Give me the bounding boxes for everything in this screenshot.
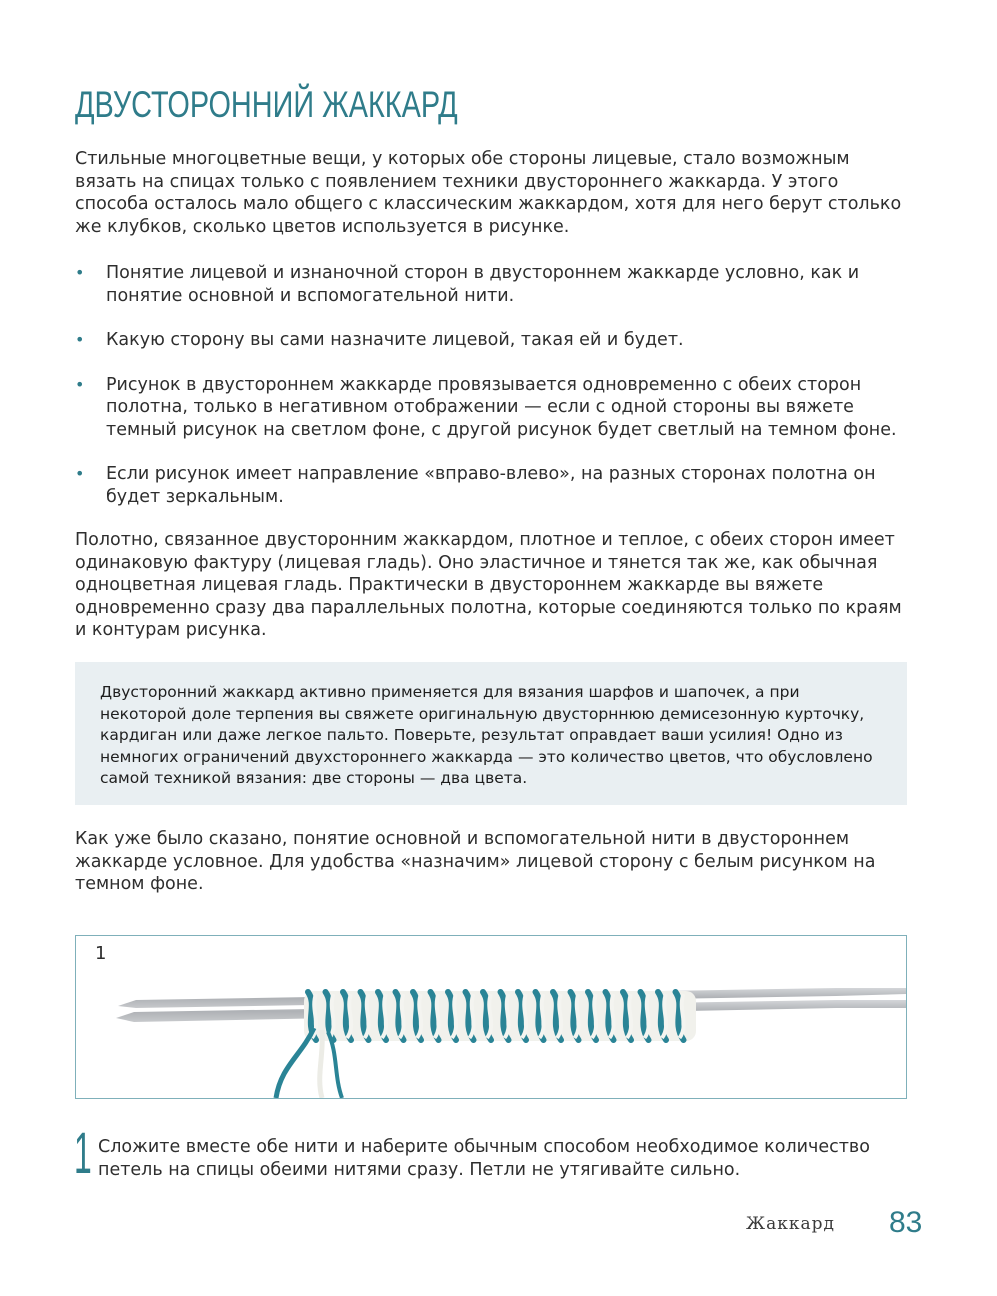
white-yarn-end xyxy=(320,1030,323,1098)
body-paragraph-2: Как уже было сказано, понятие основной и вспомогательной нити в двустороннем жаккарде условное. Для удобства «назначим» лицевой сторону с белым рисунком на темном фоне. xyxy=(75,829,876,894)
list-item xyxy=(75,374,910,442)
bullet-icon: • xyxy=(75,464,85,483)
list-item-text: Если рисунок имеет направление «вправо-влево», на разных сторонах полотна он будет зеркальным. xyxy=(106,464,876,507)
list-item xyxy=(75,329,910,352)
page-number: 83 xyxy=(889,1206,923,1239)
callout-text: Двусторонний жаккард активно применяется для вязания шарфов и шапочек, а при некоторой доле терпения вы свяжете оригинальную двусторннюю демисезонную курточку, кардиган или даже легкое пальто. Поверьте, результат оправдает ваши усилия! Одно из немногих ограничений двухстороннего жаккарда — это количество цветов, что обусловлено самой техникой вязания: две стороны — два цвета. xyxy=(100,683,873,788)
list-item-text: Рисунок в двустороннем жаккарде провязывается одновременно с обеих сторон полотна, только в негативном отображении — если с одной стороны вы вяжете темный рисунок на светлом фоне, с другой рисунок будет светлый на темном фоне. xyxy=(106,374,897,440)
page-title: ДВУСТОРОННИЙ ЖАККАРД xyxy=(75,84,458,125)
step-text: Сложите вместе обе нити и наберите обычным способом необходимое количество петель на спицы обеими нитями сразу. Петли не утягивайте сильно. xyxy=(98,1137,870,1180)
body-paragraph: Полотно, связанное двусторонним жаккардом, плотное и теплое, с обеих сторон имеет одинаковую фактуру (лицевая гладь). Оно эластичное и тянется так же, как обычная одноцветная лицевая гладь. Практически в двустороннем жаккарде вы вяжете одновременно сразу два параллельных полотна, которые соединяются только по краям и контурам рисунка. xyxy=(75,530,902,640)
bullet-icon: • xyxy=(75,263,85,282)
list-item-text: Какую сторону вы сами назначите лицевой, такая ей и будет. xyxy=(106,330,684,350)
knitting-photo xyxy=(75,935,907,1099)
teal-yarn-end xyxy=(276,1028,314,1098)
list-item-text: Понятие лицевой и изнаночной сторон в двустороннем жаккарде условно, как и понятие основной и вспомогательной нити. xyxy=(106,263,860,306)
knitting-illustration xyxy=(76,936,906,1098)
list-item xyxy=(75,463,910,508)
list-item xyxy=(75,262,910,307)
footer-section-title: Жаккард xyxy=(746,1214,835,1234)
step-number: 1 xyxy=(74,1121,92,1186)
bullet-list xyxy=(75,262,910,508)
bullet-icon: • xyxy=(75,374,85,394)
bullet-icon: • xyxy=(75,330,85,349)
figure-number: 1 xyxy=(95,943,107,964)
intro-paragraph: Стильные многоцветные вещи, у которых обе стороны лицевые, стало возможным вязать на спицах только с появлением техники двустороннего жаккарда. У этого способа осталось мало общего с классическим жаккардом, хотя для него берут столько же клубков, сколько цветов используется в рисунке. xyxy=(75,149,902,237)
